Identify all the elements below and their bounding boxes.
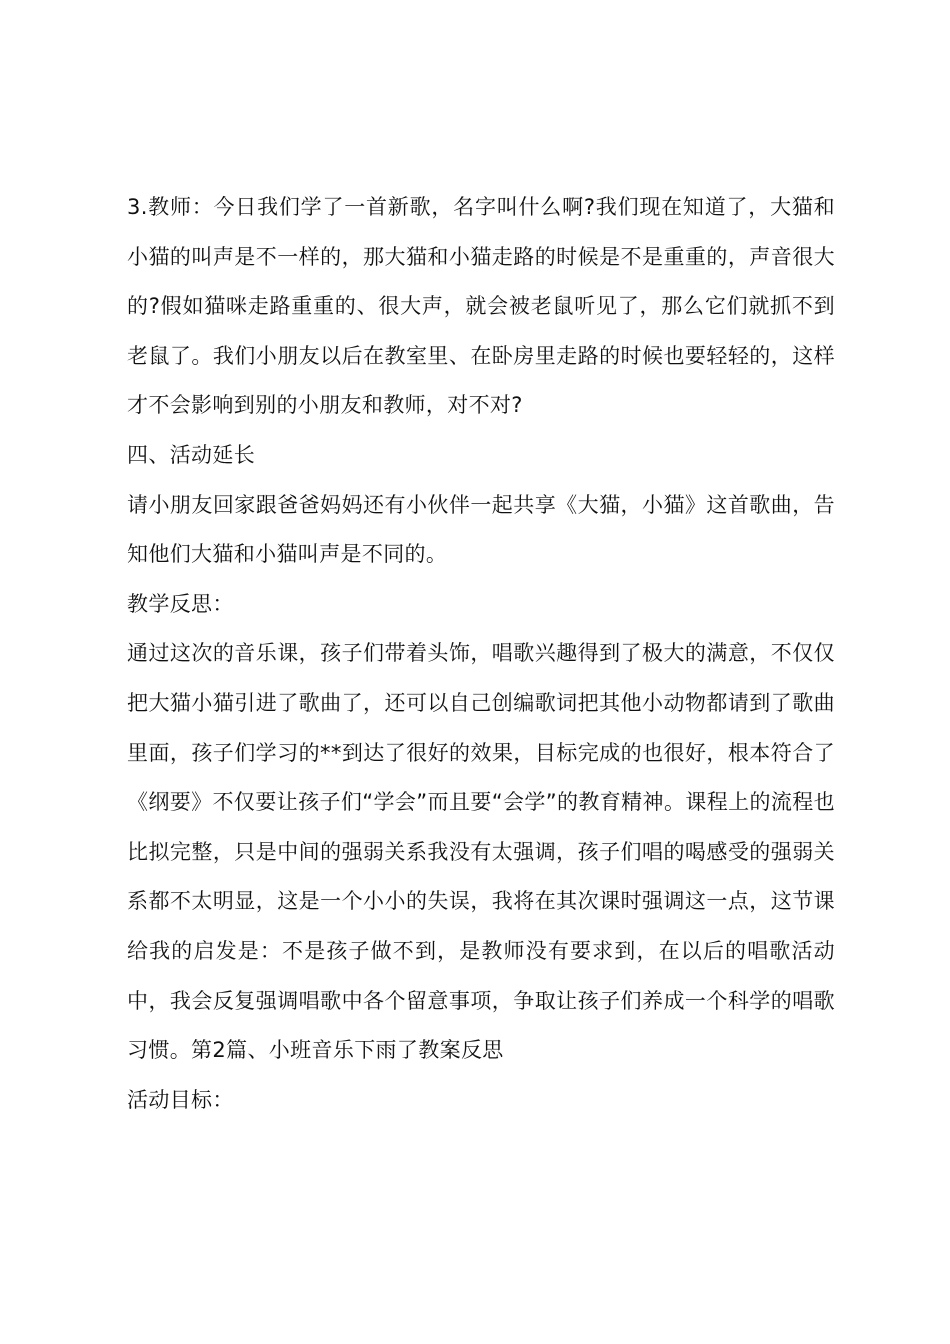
section-heading-activity-goals: 活动目标： <box>127 1087 234 1112</box>
section-heading-activity-extension: 四、活动延长 <box>127 442 256 467</box>
extension-paragraph: 请小朋友回家跟爸爸妈妈还有小伙伴一起共享《大猫，小猫》这首歌曲，告知他们大猫和小猫叫声是不同的。 <box>127 492 835 567</box>
section-heading-teaching-reflection: 教学反思： <box>127 591 234 616</box>
teacher-closing-paragraph: 3.教师：今日我们学了一首新歌，名字叫什么啊?我们现在知道了，大猫和小猫的叫声是不一样的，那大猫和小猫走路的时候是不是重重的，声音很大的?假如猫咪走路重重的、很大声，就会被老鼠听见了，那么它们就抓不到老鼠了。我们小朋友以后在教室里、在卧房里走路的时候也要轻轻的，这样才不会影响到别的小朋友和教师，对不对? <box>127 195 835 418</box>
document-page <box>127 183 835 1125</box>
reflection-paragraph: 通过这次的音乐课，孩子们带着头饰，唱歌兴趣得到了极大的满意，不仅仅把大猫小猫引进了歌曲了，还可以自己创编歌词把其他小动物都请到了歌曲里面，孩子们学习的**到达了很好的效果，目标完成的也很好，根本符合了《纲要》不仅要让孩子们“学会”而且要“会学”的教育精神。课程上的流程也比拟完整，只是中间的强弱关系我没有太强调，孩子们唱的喝感受的强弱关系都不太明显，这是一个小小的失误，我将在其次课时强调这一点，这节课给我的启发是：不是孩子做不到，是教师没有要求到，在以后的唱歌活动中，我会反复强调唱歌中各个留意事项，争取让孩子们养成一个科学的唱歌习惯。第2篇、小班音乐下雨了教案反思 <box>127 641 835 1063</box>
